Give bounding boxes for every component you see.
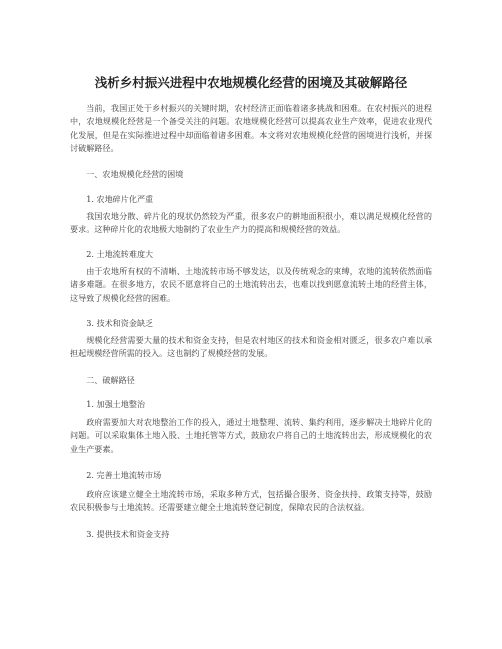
subheading-tech-support: 3. 提供技术和资金支持: [86, 529, 170, 539]
section-heading-difficulties: 一、农地规模化经营的困境: [86, 169, 184, 179]
subheading-land-consolidation: 1. 加强土地整治: [86, 399, 146, 409]
subheading-land-transfer: 2. 土地流转难度大: [86, 249, 154, 259]
section-heading-solutions: 二、破解路径: [86, 375, 135, 385]
subheading-transfer-market: 2. 完善土地流转市场: [86, 470, 162, 480]
paragraph-transfer-market: 政府应该建立健全土地流转市场，采取多种方式，包括撮合服务、资金扶持、政策支持等，鼓励农民积极参与土地流转。还需要建立健全土地流转登记制度，保障农民的合法权益。: [70, 489, 432, 513]
paragraph-land-consolidation: 政府需要加大对农地整治工作的投入，通过土地整理、流转、集约利用，逐步解决土地碎片化的问题。可以采取集体土地入股、土地托管等方式，鼓励农户将自己的土地流转出去，形成规模化的农业生产要素。: [70, 417, 432, 454]
paragraph-tech-capital: 规模化经营需要大量的技术和资金支持，但是农村地区的技术和资金相对匮乏，很多农户难以承担起规模经营所需的投入。这也制约了规模经营的发展。: [70, 335, 432, 359]
document-page: [70, 0, 432, 649]
paragraph-fragmentation: 我国农地分散、碎片化的现状仍然较为严重，很多农户的耕地面积很小，难以满足规模化经营的要求。这种碎片化的农地极大地制约了农业生产力的提高和规模经营的效益。: [70, 211, 432, 235]
subheading-tech-capital: 3. 技术和资金缺乏: [86, 318, 154, 328]
document-title: 浅析乡村振兴进程中农地规模化经营的困境及其破解路径: [94, 75, 408, 90]
subheading-fragmentation: 1. 农地碎片化严重: [86, 194, 154, 204]
paragraph-land-transfer: 由于农地所有权的不清晰、土地流转市场不够发达，以及传统观念的束缚，农地的流转依然面临诸多难题。在很多地方，农民不愿意将自己的土地流转出去，也难以找到愿意流转土地的经营主体，这导致了规模化经营的困难。: [70, 266, 432, 303]
intro-paragraph: 当前，我国正处于乡村振兴的关键时期，农村经济正面临着诸多挑战和困难。在农村振兴的进程中，农地规模化经营是一个备受关注的问题。农地规模化经营可以提高农业生产效率，促进农业现代化发展，但是在实际推进过程中却面临着诸多困难。本文将对农地规模化经营的困境进行浅析，并探讨破解路径。: [70, 103, 432, 153]
